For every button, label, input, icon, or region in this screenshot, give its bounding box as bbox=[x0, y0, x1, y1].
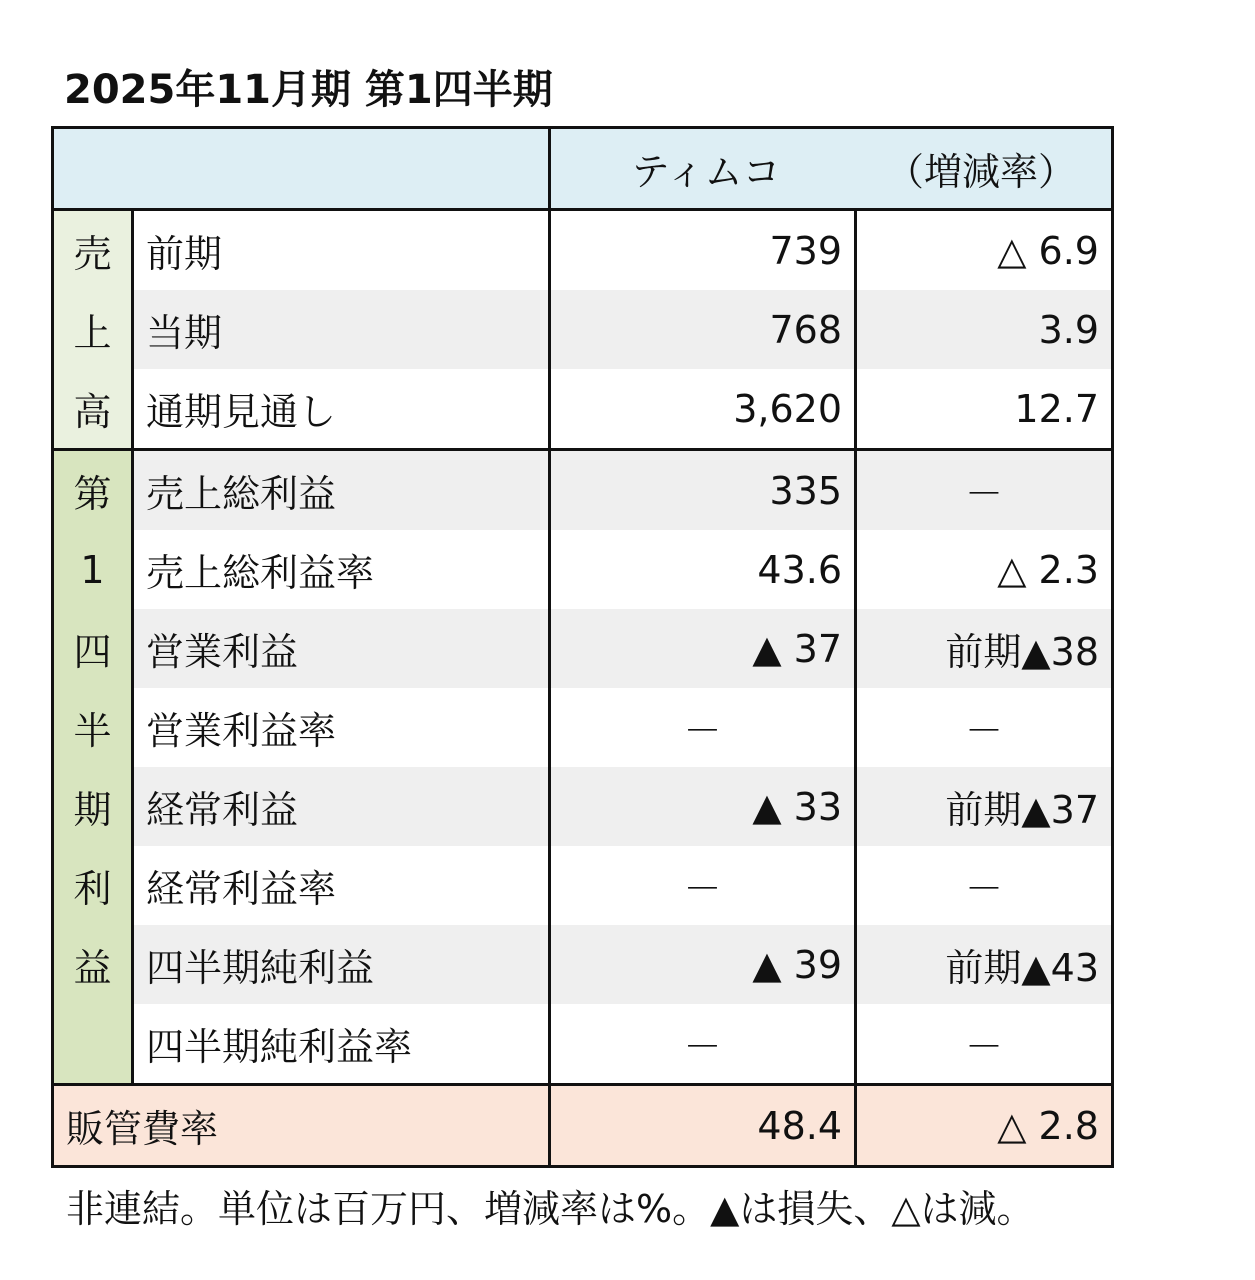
side-label-char bbox=[53, 1004, 133, 1085]
table-row bbox=[53, 1004, 1113, 1085]
row-value: － bbox=[550, 688, 856, 767]
row-label: 前期 bbox=[133, 210, 550, 291]
row-rate: 3.9 bbox=[856, 290, 1113, 369]
row-value: ▲ 39 bbox=[550, 925, 856, 1004]
table-row bbox=[53, 530, 1113, 609]
row-label: 通期見通し bbox=[133, 369, 550, 450]
header-company-cell bbox=[550, 128, 1113, 210]
row-label: 売上総利益 bbox=[133, 450, 550, 531]
row-label: 経常利益 bbox=[133, 767, 550, 846]
table-row bbox=[53, 688, 1113, 767]
side-label-char: 1 bbox=[53, 530, 133, 609]
row-rate: － bbox=[964, 867, 1003, 911]
header-change-rate: （増減率） bbox=[885, 150, 1076, 194]
side-label-char: 半 bbox=[53, 688, 133, 767]
row-value: ▲ 37 bbox=[550, 609, 856, 688]
side-label-char: 売 bbox=[53, 210, 133, 291]
row-label: 売上総利益率 bbox=[133, 530, 550, 609]
row-value: 335 bbox=[550, 450, 856, 531]
financial-table bbox=[51, 126, 1114, 1168]
sga-row bbox=[53, 1085, 1113, 1167]
side-label-char: 利 bbox=[53, 846, 133, 925]
row-rate: 前期▲43 bbox=[856, 925, 1113, 1004]
side-label-char: 四 bbox=[53, 609, 133, 688]
side-label-char: 益 bbox=[53, 925, 133, 1004]
row-rate: － bbox=[964, 709, 1003, 753]
row-label: 四半期純利益 bbox=[133, 925, 550, 1004]
row-value: 43.6 bbox=[550, 530, 856, 609]
row-value: 3,620 bbox=[550, 369, 856, 450]
footnote: 非連結。単位は百万円、増減率は%。▲は損失、△は減。 bbox=[66, 1187, 1035, 1231]
table-row bbox=[53, 290, 1113, 369]
table-row bbox=[53, 925, 1113, 1004]
row-rate: △ 6.9 bbox=[997, 228, 1099, 273]
row-label: 当期 bbox=[133, 290, 550, 369]
row-label: 経常利益率 bbox=[133, 846, 550, 925]
row-label: 営業利益率 bbox=[133, 688, 550, 767]
table-row bbox=[53, 767, 1113, 846]
row-value: 768 bbox=[550, 290, 856, 369]
row-value: － bbox=[550, 1004, 856, 1085]
row-rate: △ 2.3 bbox=[997, 547, 1099, 592]
page-title: 2025年11月期 第1四半期 bbox=[64, 67, 553, 113]
table-row bbox=[53, 210, 1113, 291]
row-label: 四半期純利益率 bbox=[133, 1004, 550, 1085]
table-row bbox=[53, 609, 1113, 688]
table-row bbox=[53, 846, 1113, 925]
row-value: － bbox=[550, 846, 856, 925]
row-value: ▲ 33 bbox=[550, 767, 856, 846]
table-row bbox=[53, 450, 1113, 531]
row-label: 販管費率 bbox=[53, 1085, 550, 1167]
row-rate: △ 2.8 bbox=[856, 1085, 1113, 1167]
row-label: 営業利益 bbox=[133, 609, 550, 688]
row-rate: － bbox=[856, 450, 1113, 531]
table-row bbox=[53, 369, 1113, 450]
side-label-char: 第 bbox=[53, 450, 133, 531]
side-label-char: 上 bbox=[53, 290, 133, 369]
side-label-char: 期 bbox=[53, 767, 133, 846]
header-company: ティムコ bbox=[631, 150, 781, 194]
row-rate: 前期▲37 bbox=[856, 767, 1113, 846]
header-blank bbox=[53, 128, 550, 210]
row-rate: 前期▲38 bbox=[856, 609, 1113, 688]
table-header-row bbox=[53, 128, 1113, 210]
row-rate: － bbox=[964, 1025, 1003, 1069]
side-label-char: 高 bbox=[53, 369, 133, 450]
row-value: 48.4 bbox=[550, 1085, 856, 1167]
row-rate: 12.7 bbox=[856, 369, 1113, 450]
row-value: 739 bbox=[550, 210, 856, 291]
